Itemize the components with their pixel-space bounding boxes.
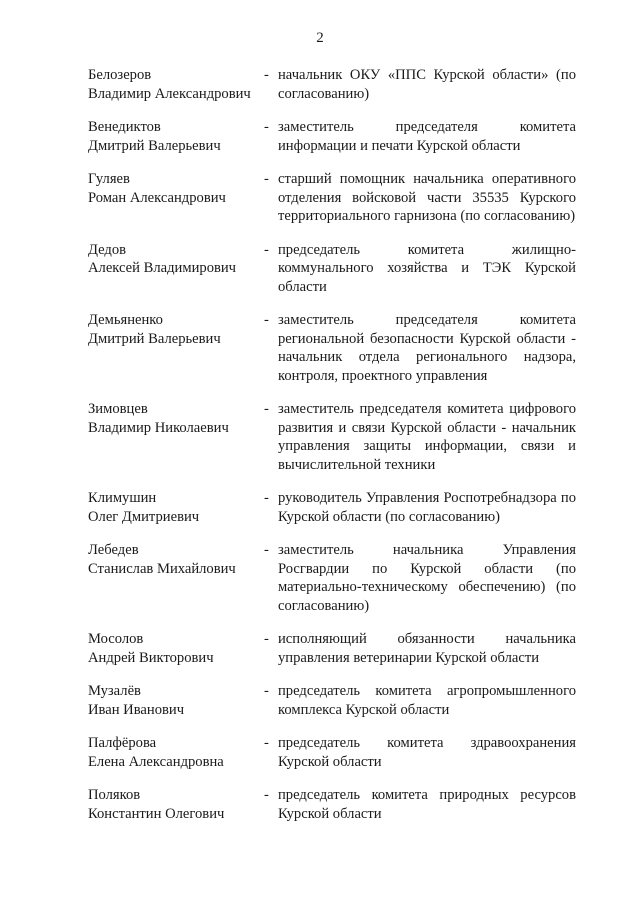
member-name bbox=[88, 400, 264, 437]
member-entry bbox=[88, 241, 584, 297]
member-entry bbox=[88, 66, 584, 103]
member-name bbox=[88, 541, 264, 578]
member-position: старший помощник начальника оперативного отделения войсковой части 35535 Курского территориального гарнизона (по согласованию) bbox=[278, 171, 576, 224]
member-surname: Белозеров bbox=[88, 67, 152, 83]
member-entry bbox=[88, 541, 584, 615]
separator-dash: - bbox=[264, 67, 269, 83]
member-position: председатель комитета агропромышленного комплекса Курской области bbox=[278, 683, 576, 718]
member-name bbox=[88, 241, 264, 278]
member-entry bbox=[88, 734, 584, 771]
separator-dash: - bbox=[264, 735, 269, 751]
member-name bbox=[88, 66, 264, 103]
member-name bbox=[88, 682, 264, 719]
member-given-names: Иван Иванович bbox=[88, 701, 185, 718]
commission-member-list bbox=[88, 66, 584, 823]
page-number: 2 bbox=[316, 30, 324, 46]
member-name bbox=[88, 630, 264, 667]
member-position: заместитель председателя комитета информации и печати Курской области bbox=[278, 119, 576, 154]
member-position: заместитель председателя комитета цифрового развития и связи Курской области - начальник управления защиты информации, связи и вычислительной техники bbox=[278, 401, 576, 473]
member-entry bbox=[88, 118, 584, 155]
member-given-names: Владимир Александрович bbox=[88, 85, 251, 102]
separator-dash: - bbox=[264, 542, 269, 558]
member-surname: Зимовцев bbox=[88, 401, 148, 417]
member-given-names: Роман Александрович bbox=[88, 189, 226, 206]
member-surname: Дедов bbox=[88, 241, 127, 258]
separator-dash: - bbox=[264, 171, 269, 187]
member-position: начальник ОКУ «ППС Курской области» (по согласованию) bbox=[278, 67, 576, 102]
member-name bbox=[88, 118, 264, 155]
member-position: председатель комитета жилищно-коммунального хозяйства и ТЭК Курской области bbox=[278, 241, 576, 295]
separator-dash: - bbox=[264, 312, 269, 328]
separator-dash: - bbox=[264, 683, 269, 699]
member-surname: Музалёв bbox=[88, 683, 141, 699]
member-position: заместитель председателя комитета региональной безопасности Курской области - начальник отдела регионального надзора, контроля, проектного управления bbox=[278, 312, 576, 384]
member-position: председатель комитета здравоохранения Курской области bbox=[278, 735, 576, 770]
member-given-names: Владимир Николаевич bbox=[88, 419, 229, 436]
member-entry bbox=[88, 786, 584, 823]
member-entry bbox=[88, 630, 584, 667]
member-surname: Гуляев bbox=[88, 171, 130, 187]
member-given-names: Олег Дмитриевич bbox=[88, 508, 200, 525]
member-surname: Демьяненко bbox=[88, 312, 163, 328]
member-given-names: Дмитрий Валерьевич bbox=[88, 137, 221, 154]
member-surname: Палфёрова bbox=[88, 735, 157, 751]
member-entry bbox=[88, 489, 584, 526]
member-position: руководитель Управления Роспотребнадзора по Курской области (по согласованию) bbox=[278, 490, 576, 525]
member-given-names: Андрей Викторович bbox=[88, 649, 214, 666]
member-name bbox=[88, 311, 264, 348]
member-surname: Мосолов bbox=[88, 631, 144, 647]
member-given-names: Станислав Михайлович bbox=[88, 560, 236, 577]
member-entry bbox=[88, 311, 584, 385]
member-position: исполняющий обязанности начальника управления ветеринарии Курской области bbox=[278, 631, 576, 666]
member-given-names: Дмитрий Валерьевич bbox=[88, 330, 221, 347]
separator-dash: - bbox=[264, 490, 269, 506]
member-surname: Климушин bbox=[88, 490, 157, 506]
member-surname: Поляков bbox=[88, 787, 141, 803]
member-entry bbox=[88, 170, 584, 226]
member-given-names: Алексей Владимирович bbox=[88, 260, 237, 276]
member-given-names: Константин Олегович bbox=[88, 805, 225, 822]
separator-dash: - bbox=[264, 241, 269, 258]
member-name bbox=[88, 786, 264, 823]
separator-dash: - bbox=[264, 787, 269, 803]
member-surname: Лебедев bbox=[88, 542, 139, 558]
member-given-names: Елена Александровна bbox=[88, 753, 224, 770]
member-name bbox=[88, 170, 264, 207]
member-entry bbox=[88, 400, 584, 474]
separator-dash: - bbox=[264, 401, 269, 417]
member-name bbox=[88, 734, 264, 771]
member-entry bbox=[88, 682, 584, 719]
member-position: заместитель начальника Управления Росгвардии по Курской области (по материально-техническому обеспечению) (по согласованию) bbox=[278, 542, 576, 614]
separator-dash: - bbox=[264, 119, 269, 135]
separator-dash: - bbox=[264, 631, 269, 647]
member-name bbox=[88, 489, 264, 526]
member-surname: Венедиктов bbox=[88, 119, 161, 135]
member-position: председатель комитета природных ресурсов Курской области bbox=[278, 787, 576, 822]
